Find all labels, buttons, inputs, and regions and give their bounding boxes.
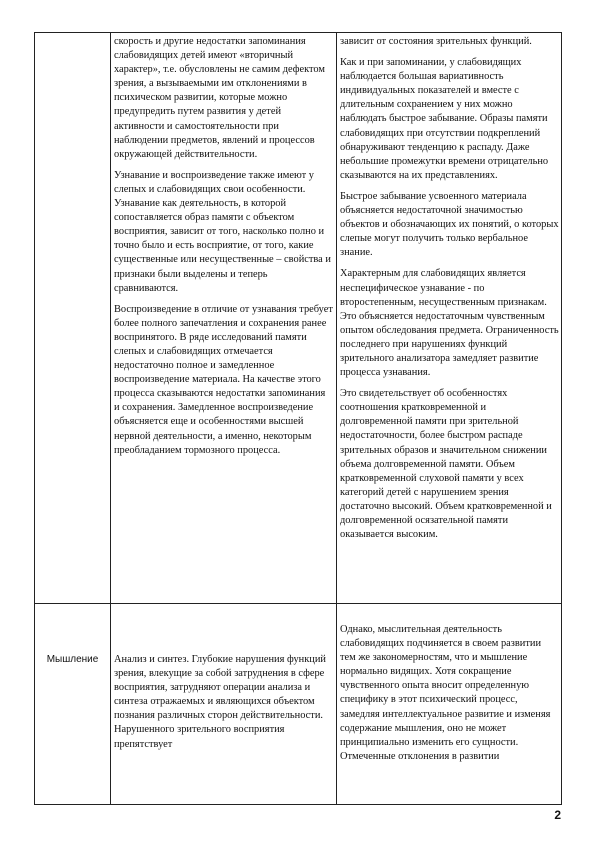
paragraph: скорость и другие недостатки запоминания слабовидящих детей имеют «вторичный характер», т.е. обусловлены не самим дефектом зрения, а вызываемыми им отклонениями в психическом развитии, которые можно предупредить путем развития у детей активности и самостоятельности при наблюдении предметов, явлений и процессов окружающей действительности. <box>114 36 325 160</box>
paragraph: Как и при запоминании, у слабовидящих наблюдается большая вариативность индивидуальных показателей и вместе с длительным сохранением у них можно наблюдать быстрое забывание. Образы памяти слабовидящих при отсутствии подкреплений обнаруживают тенденцию к распаду. Даже небольшие промежутки времени отрицательно сказываются на их представлениях. <box>340 57 549 181</box>
row2-col3 <box>337 623 562 805</box>
content-table <box>34 32 562 805</box>
paragraph: Узнавание и воспроизведение также имеют у слепых и слабовидящих свои особенности. Узнавание как деятельность, в которой сопоставляется образ памяти с объектом восприятия, зависит от того, насколько полно и точно было и есть восприятие, от того, какие существенные или несущественные – свойства и признаки были выделены и теперь сравниваются. <box>114 169 331 294</box>
row2-col2 <box>111 653 336 805</box>
row-divider <box>35 603 561 604</box>
paragraph: Быстрое забывание усвоенного материала объясняется недостаточной значимостью объектов и обозначающих их понятий, о которых слепые могут получить только вербальное знание. <box>340 190 559 259</box>
row1-col3 <box>337 35 562 603</box>
row2-label: Мышление <box>46 654 99 665</box>
paragraph: зависит от состояния зрительных функций. <box>340 36 532 47</box>
row1-col2 <box>111 35 336 603</box>
page-number: 2 <box>554 808 561 822</box>
paragraph: Анализ и синтез. Глубокие нарушения функций зрения, влекущие за собой затруднения в сфере восприятия, затрудняют операции анализа и синтеза отражаемых и являющихся объектом познания различных сторон действительности. Нарушенного зрительного восприятия препятствует <box>114 654 326 750</box>
paragraph: Воспроизведение в отличие от узнавания требует более полного запечатления и сохранения ранее воспринятого. В ряде исследований памяти слепых и слабовидящих отмечается недостаточно полное и замедленное воспроизведение материала. На качестве этого процесса сказываются недостатки запоминания и сохранения. Замедленное воспроизведение объясняется еще и особенностями высшей нервной деятельности, а именно, некоторым преобладанием тормозного процесса. <box>114 303 333 456</box>
row1-label <box>35 33 110 603</box>
paragraph: Однако, мыслительная деятельность слабовидящих подчиняется в своем развитии тем же закономерностям, что и мышление нормально видящих. Хотя сокращение чувственного опыта вносит определенную специфику в этот психический процесс, замедляя интеллектуальное развитие и изменяя содержание мышления, оно не может принципиально изменить его сущности. Отмеченные отклонения в развитии <box>340 624 551 762</box>
paragraph: Характерным для слабовидящих является неспецифическое узнавание - по второстепенным, несущественным признакам. Это объясняется недостаточным чувственным опытом обследования предмета. Ограниченность последнего при нарушениях функций зрительного анализатора замедляет развитие процесса узнавания. <box>340 268 559 379</box>
paragraph: Это свидетельствует об особенностях соотношения кратковременной и долговременной памяти при зрительной недостаточности, более быстром распаде зрительных образов и значительном снижении объема долговременной памяти. Объем кратковременной слуховой памяти у всех категорий детей с нарушением зрения достаточно высокий. Объем кратковременной и долговременной осязательной памяти оказывается высоким. <box>340 388 552 541</box>
